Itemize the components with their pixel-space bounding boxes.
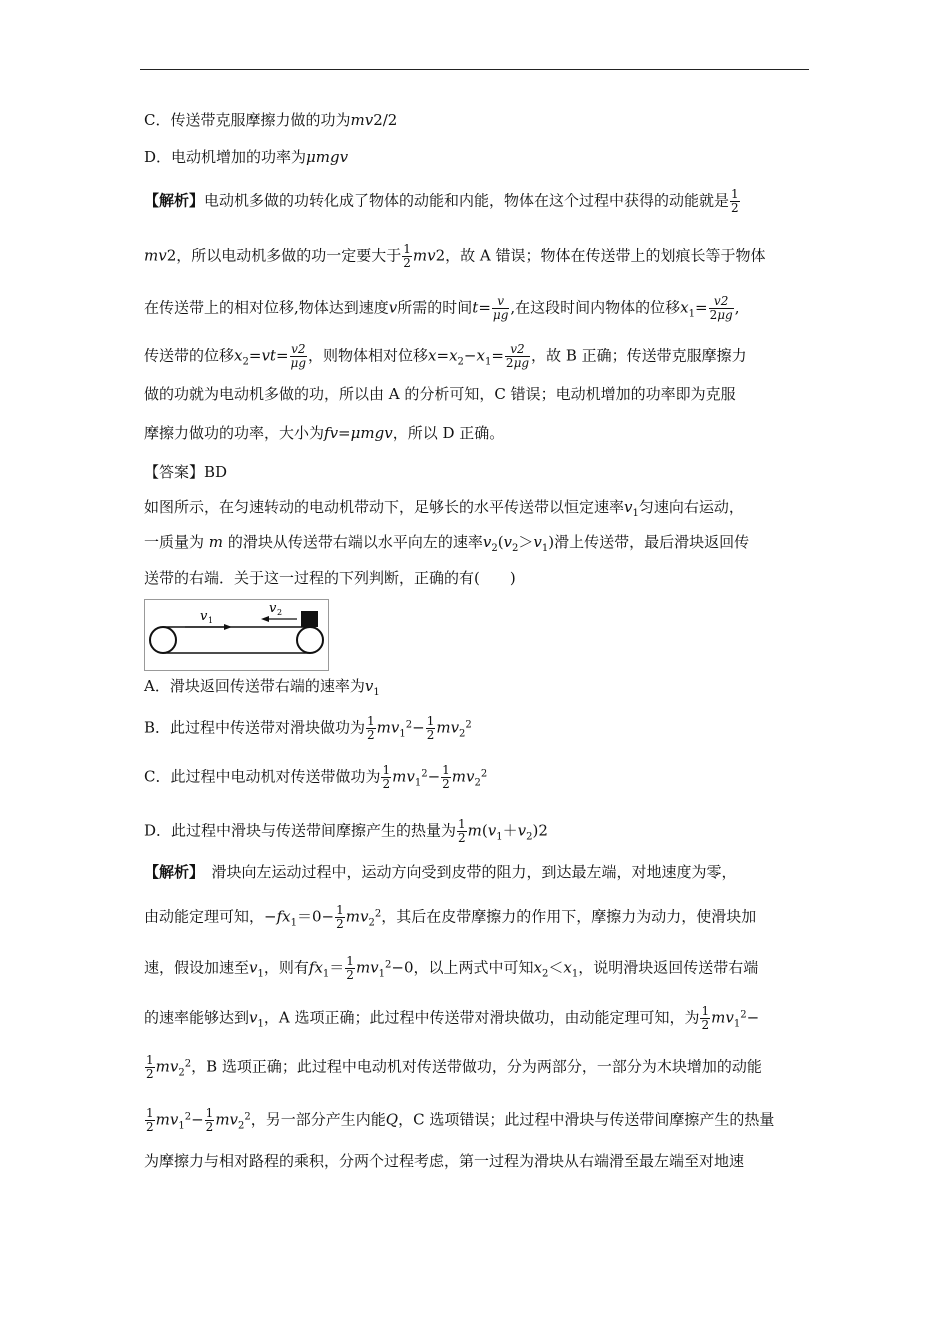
q2-stem-line-2: 一质量为 m 的滑块从传送带右端以水平向左的速率$v_2(v_2>v_1)$滑上传送带，最后滑块返回传	[144, 533, 750, 554]
q1-explanation-line-6: 摩擦力做功的功率，大小为fv=μmgv，所以 D 正确。	[144, 424, 505, 442]
slider-block	[301, 611, 318, 627]
right-pulley	[297, 627, 323, 653]
q2-option-a: A．滑块返回传送带右端的速率为$v_1$	[144, 677, 380, 698]
v1-label: v	[200, 609, 208, 624]
q2-explanation-line-6: $\frac{1}{2}$ $mv_1^2-$ $\frac{1}{2}$ $mv_2^2$，另一部分产生内能Q，C 选项错误；此过程中滑块与传送带间摩擦产生的热量	[146, 1106, 775, 1134]
v2-subscript: 2	[277, 608, 283, 617]
v1-subscript: 1	[208, 616, 214, 625]
q2-option-d: D．此过程中滑块与传送带间摩擦产生的热量为 $\frac{1}{2}$ $m(v_1+v_2)2$	[144, 817, 548, 845]
q1-explanation-line-3: 在传送带上的相对位移,物体达到速度v所需的时间t= $\frac{v}{\mu g}$ ,在这段时间内物体的位移$x_1=$ $\frac{v2}{2\mu g}$ ,	[144, 294, 740, 322]
q1-option-d: D．电动机增加的功率为μmgv	[144, 148, 349, 166]
left-pulley	[150, 627, 176, 653]
q1-answer: 【答案】BD	[144, 463, 228, 481]
v2-label: v	[269, 601, 277, 616]
q2-option-b: B．此过程中传送带对滑块做功为 $\frac{1}{2}$ $mv_1^2-$ $\frac{1}{2}$ $mv_2^2$	[144, 714, 472, 742]
q1-explanation-line-2: mv2，所以电动机多做的功一定要大于 $\frac{1}{2}$ mv2，故 A 错误；物体在传送带上的划痕长等于物体	[144, 242, 766, 270]
v2-arrow-head	[261, 616, 269, 622]
conveyor-belt-figure	[144, 599, 329, 671]
q2-explanation-line-3: 速，假设加速至$v_1$，则有$fx_1=$ $\frac{1}{2}$ $mv_1^2-0$，以上两式中可知$x_2<x_1$，说明滑块返回传送带右端	[144, 954, 759, 982]
q1-option-c: C．传送带克服摩擦力做的功为mv2/2	[144, 111, 398, 129]
v1-arrow-head	[224, 624, 232, 630]
q2-explanation-line-2: 由动能定理可知，$-fx_1=0-$ $\frac{1}{2}$ $mv_2^2$，其后在皮带摩擦力的作用下，摩擦力为动力，使滑块加	[144, 903, 757, 931]
q2-stem-line-3: 送带的右端．关于这一过程的下列判断，正确的有( )	[144, 569, 516, 587]
conveyor-belt-diagram	[145, 600, 328, 670]
q1-explanation-line-5: 做的功就为电动机多做的功，所以由 A 的分析可知，C 错误；电动机增加的功率即为克服	[144, 385, 736, 403]
q2-explanation-line-1: 【解析】 滑块向左运动过程中，运动方向受到皮带的阻力，到达最左端，对地速度为零，	[144, 863, 737, 881]
q2-explanation-line-7: 为摩擦力与相对路程的乘积，分两个过程考虑，第一过程为滑块从右端滑至最左端至对地速	[144, 1152, 745, 1170]
q2-explanation-line-5: $\frac{1}{2}$ $mv_2^2$，B 选项正确；此过程中电动机对传送带做功，分为两部分，一部分为木块增加的动能	[146, 1053, 762, 1081]
q1-explanation-line-4: 传送带的位移$x_2=vt=$ $\frac{v2}{\mu g}$ ，则物体相对位移$x=x_2-x_1=$ $\frac{v2}{2\mu g}$ ，故 B 正确；传送带克服摩擦力	[144, 342, 747, 370]
header-rule	[140, 69, 809, 70]
q2-stem-line-1: 如图所示，在匀速转动的电动机带动下，足够长的水平传送带以恒定速率$v_1$匀速向右运动，	[144, 498, 744, 519]
q2-explanation-line-4: 的速率能够达到$v_1$，A 选项正确；此过程中传送带对滑块做功，由动能定理可知，为 $\frac{1}{2}$ $mv_1^2-$	[144, 1004, 760, 1032]
q1-explanation-line-1: 【解析】电动机多做的功转化成了物体的动能和内能，物体在这个过程中获得的动能就是 $\frac{1}{2}$	[144, 187, 739, 215]
q2-option-c: C．此过程中电动机对传送带做功为 $\frac{1}{2}$ $mv_1^2-$ $\frac{1}{2}$ $mv_2^2$	[144, 763, 488, 791]
